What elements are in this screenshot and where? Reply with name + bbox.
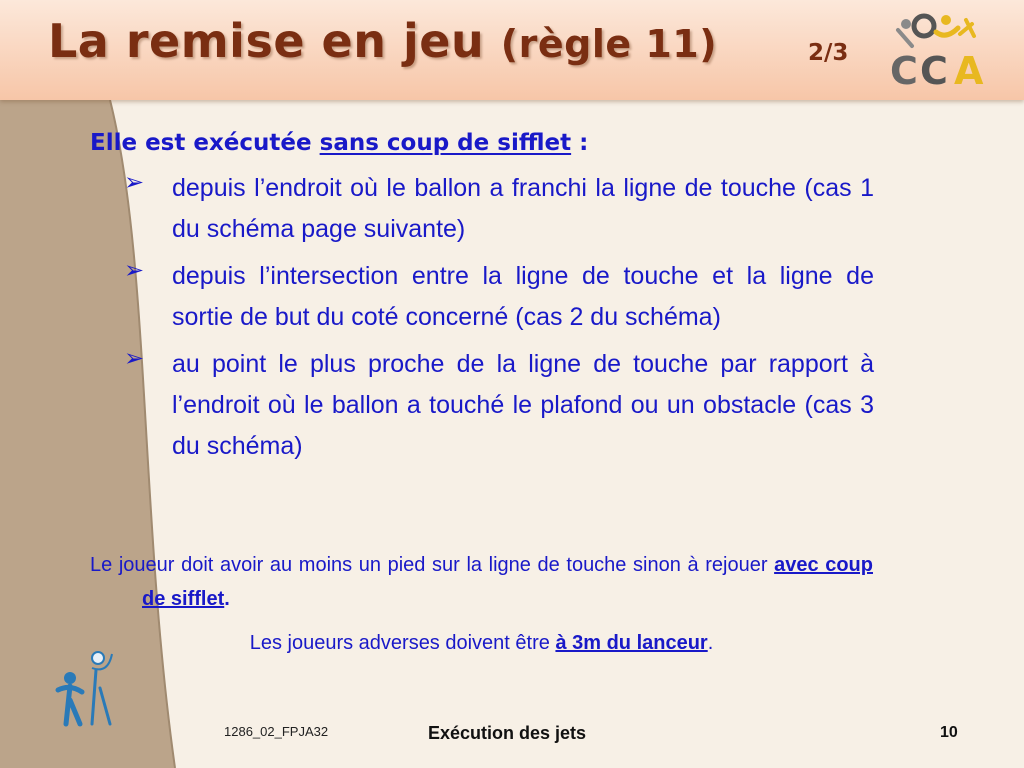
footer-code: 1286_02_FPJA32 [224,724,329,739]
bullet-text: depuis l’endroit où le ballon a franchi la ligne de touche (cas 1 du schéma page suivante) [172,174,874,243]
handball-figures-icon [52,648,120,730]
lead-sentence [90,130,874,156]
note2-bold: à 3m du lanceur [555,632,708,654]
arrow-bullet-icon: ➢ [124,256,145,284]
title-main: La remise en jeu [48,14,485,68]
slide-title [48,14,717,68]
page-fraction: 2/3 [808,40,849,66]
list-item [90,344,874,467]
note2-suffix: . [707,632,714,654]
footer-title: Exécution des jets [428,723,587,743]
bullet-text: depuis l’intersection entre la ligne de touche et la ligne de sortie de but du coté concerné (cas 2 du schéma) [172,262,874,331]
opponents-note [90,632,873,655]
cca-logo [884,10,1004,90]
list-item [90,256,874,338]
svg-text:C: C [920,49,948,90]
lead-underlined: sans coup de sifflet [319,130,572,156]
note-bold: avec coup de sifflet [142,554,873,610]
title-bar [0,0,1024,100]
svg-text:C: C [890,49,918,90]
slide-number: 10 [940,724,958,741]
list-item [90,168,874,250]
note-prefix: Le joueur doit avoir au moins un pied sur la ligne de touche sinon à rejouer [90,554,775,576]
lead-prefix: Elle est exécutée [90,130,320,156]
lead-suffix: : [571,130,589,156]
slide-body [90,130,874,473]
note-suffix: . [224,588,230,610]
title-rule: (règle 11) [500,22,718,66]
arrow-bullet-icon: ➢ [124,168,145,196]
arrow-bullet-icon: ➢ [124,344,145,372]
svg-text:A: A [954,49,984,90]
note2-prefix: Les joueurs adverses doivent être [249,632,556,654]
bullet-text: au point le plus proche de la ligne de touche par rapport à l’endroit où le ballon a touché le plafond ou un obstacle (cas 3 du schéma) [172,350,874,460]
player-note [90,548,873,616]
bullet-list [90,168,874,467]
